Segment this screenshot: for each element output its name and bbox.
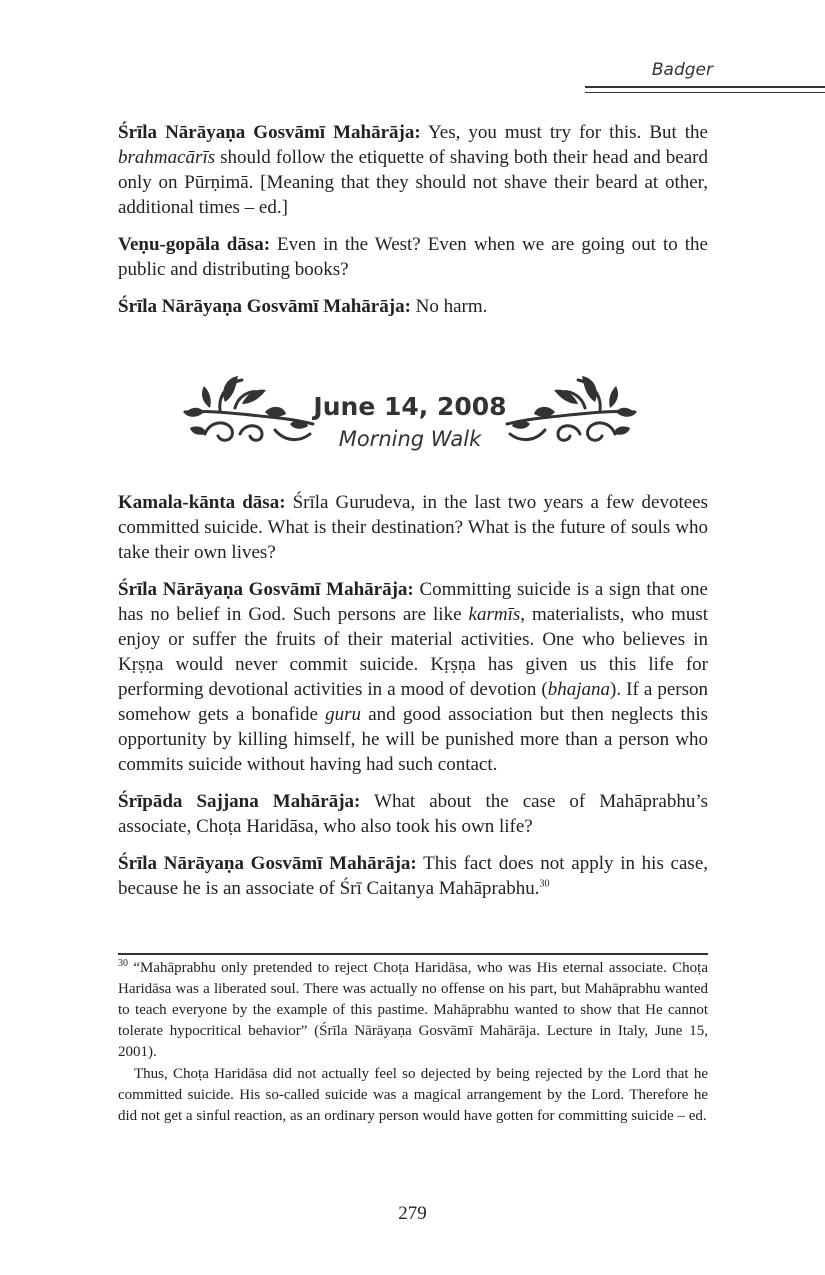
paragraph: Śrīla Nārāyaṇa Gosvāmī Mahārāja: Yes, you must try for this. But the brahmacārīs should follow the etiquette of shaving both their head and beard only on Pūrṇimā. [Meaning that they should not shave their beard at other, additional times – ed.]: [118, 122, 708, 218]
footnote-number: 30: [118, 958, 128, 969]
speaker-name: Śrīla Nārāyaṇa Gosvāmī Mahārāja:: [118, 853, 417, 874]
speaker-name: Kamala-kānta dāsa:: [118, 492, 286, 513]
floral-ornament-right-icon: [505, 372, 640, 457]
footnote-continuation: Thus, Choṭa Haridāsa did not actually feel so dejected by being rejected by the Lord that he committed suicide. His so-called suicide was a magical arrangement by the Lord. Therefore he did not get a sinful reaction, as an ordinary person would have gotten for committing suicide – ed.: [118, 1066, 708, 1124]
paragraph: Śrīla Nārāyaṇa Gosvāmī Mahārāja: Committing suicide is a sign that one has no belief in God. Such persons are like karmīs, materialists, who must enjoy or suffer the fruits of their material activities. One who believes in Kṛṣṇa would never commit suicide. Kṛṣṇa has given us this life for performing devotional activities in a mood of devotion (bhajana). If a person somehow gets a bonafide guru and good association but then neglects this opportunity by killing himself, he will be punished more than a person who commits suicide without having had such contact.: [118, 579, 708, 775]
section-subtitle: Morning Walk: [338, 427, 482, 451]
paragraph: Veṇu-gopāla dāsa: Even in the West? Even when we are going out to the public and distributing books?: [118, 234, 708, 280]
paragraph: Śrīla Nārāyaṇa Gosvāmī Mahārāja: This fact does not apply in his case, because he is an associate of Śrī Caitanya Mahāprabhu.$^{30}$: [118, 853, 708, 899]
speaker-name: Śrīla Nārāyaṇa Gosvāmī Mahārāja:: [118, 122, 421, 143]
section-heading: [180, 372, 640, 462]
dialogue-block-top: [118, 120, 708, 331]
footnote-reference: 30: [539, 878, 550, 890]
running-head: Badger: [651, 60, 713, 80]
paragraph: Śrīpāda Sajjana Mahārāja: What about the case of Mahāprabhu’s associate, Choṭa Haridāsa, who also took his own life?: [118, 791, 708, 837]
paragraph: Śrīla Nārāyaṇa Gosvāmī Mahārāja: No harm.: [118, 296, 488, 317]
paragraph: Kamala-kānta dāsa: Śrīla Gurudeva, in the last two years a few devotees committed suicide. What is their destination? What is the future of souls who take their own lives?: [118, 492, 708, 563]
speaker-name: Śrīla Nārāyaṇa Gosvāmī Mahārāja:: [118, 579, 414, 600]
footnote: $^{30}$ “Mahāprabhu only pretended to reject Choṭa Haridāsa, who was His eternal associate. Choṭa Haridāsa was a liberated soul. There was actually no offense on his part, but Mahāprabhu wanted to teach everyone by the example of this pastime. Mahāprabhu wanted to show that He cannot tolerate hypocritical behavior” (Śrīla Nārāyaṇa Gosvāmī Mahārāja. Lecture in Italy, June 15, 2001).: [118, 958, 708, 1060]
speaker-name: Śrīla Nārāyaṇa Gosvāmī Mahārāja:: [118, 296, 411, 317]
header-rule: [585, 86, 825, 93]
speaker-name: Śrīpāda Sajjana Mahārāja:: [118, 791, 361, 812]
speaker-name: Veṇu-gopāla dāsa:: [118, 234, 271, 255]
section-date: June 14, 2008: [313, 392, 507, 421]
footnote-block: [118, 958, 708, 1127]
dialogue-block-main: [118, 490, 708, 913]
page-number: 279: [398, 1203, 427, 1224]
footnote-rule: [118, 953, 708, 955]
